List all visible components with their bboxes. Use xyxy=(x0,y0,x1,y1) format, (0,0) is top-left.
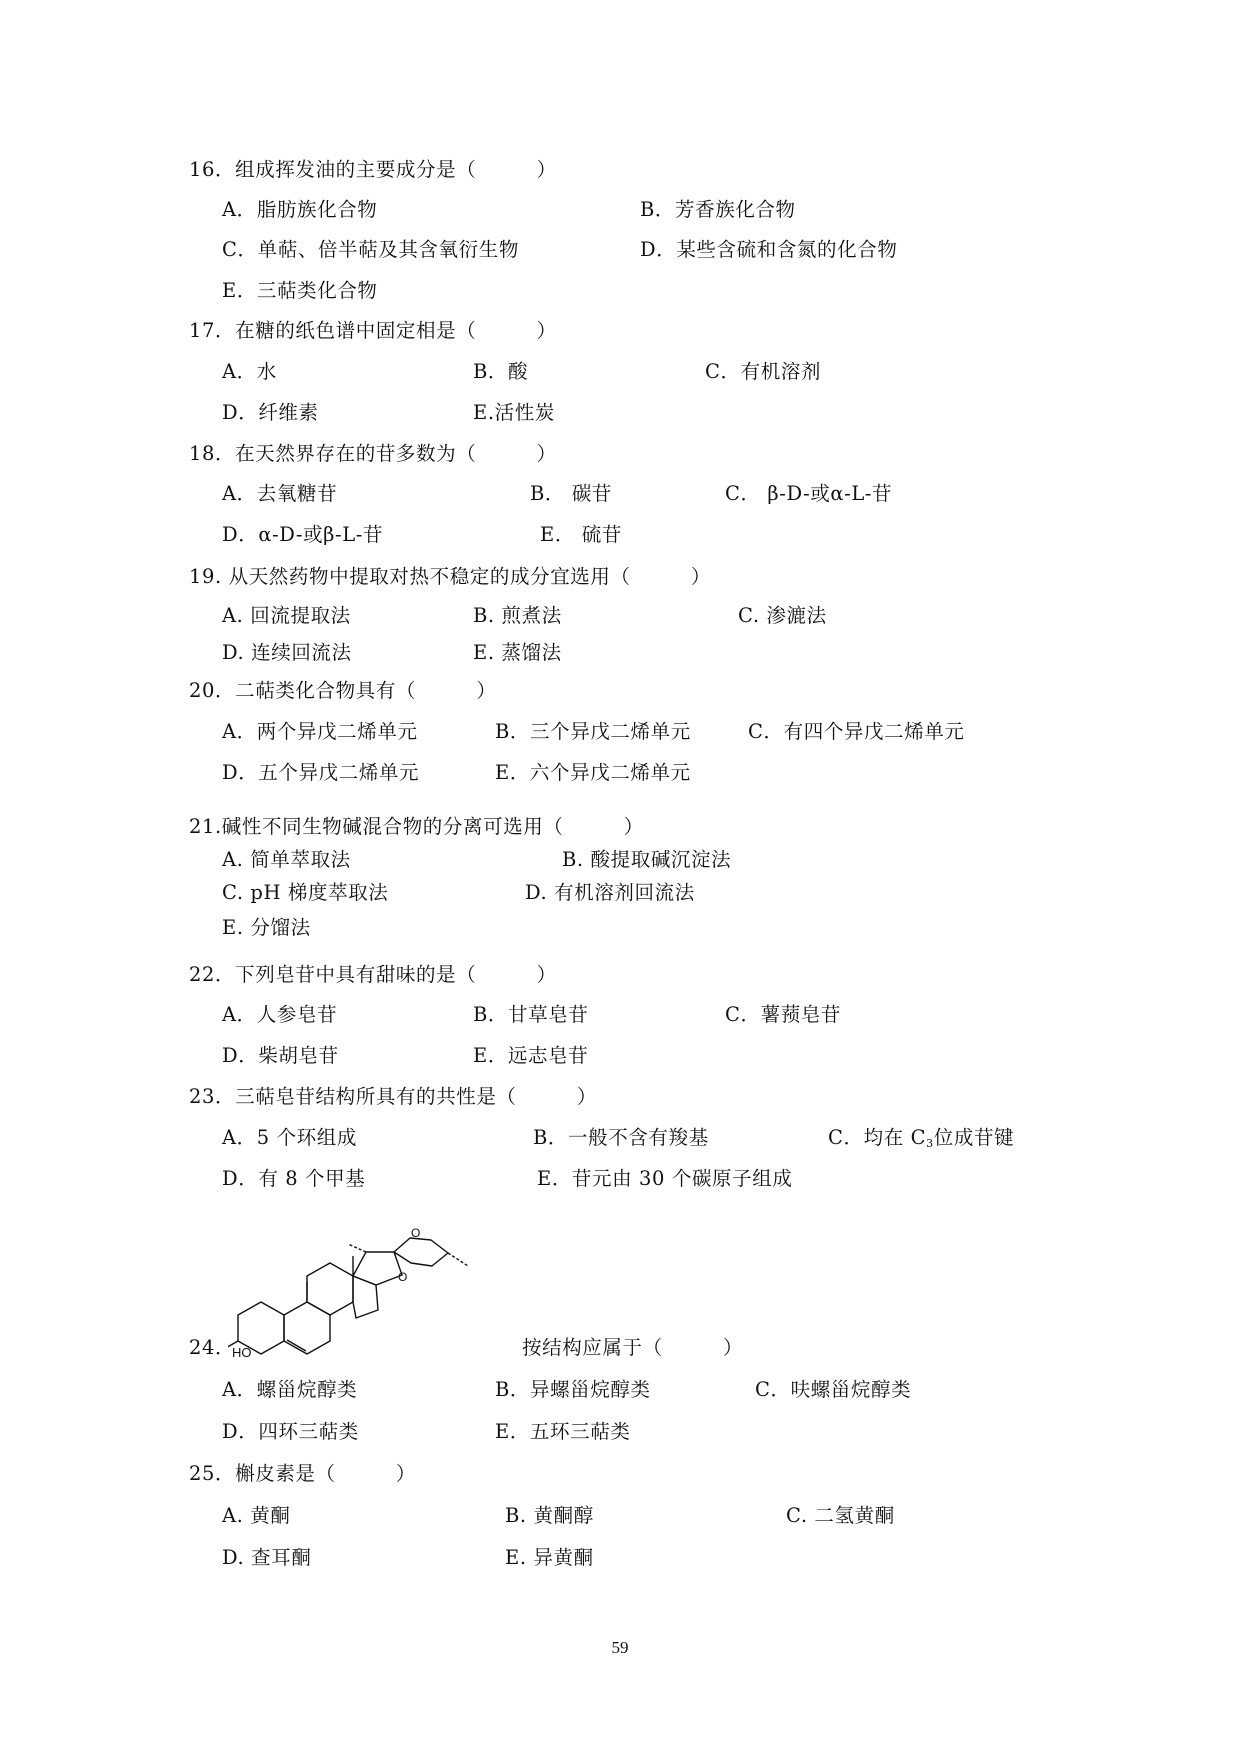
ring-e xyxy=(353,1252,402,1285)
q21-option-c[interactable]: C. pH 梯度萃取法 xyxy=(222,881,389,904)
q20-option-d[interactable]: D．五个异戊二烯单元 xyxy=(222,761,420,784)
q25-option-b[interactable]: B. 黄酮醇 xyxy=(505,1504,594,1527)
q17-option-a[interactable]: A．水 xyxy=(222,360,277,383)
q19-option-a[interactable]: A. 回流提取法 xyxy=(222,604,351,627)
q17-option-d[interactable]: D．纤维素 xyxy=(222,401,319,424)
ring-oxygen-label-2: O xyxy=(411,1226,421,1240)
q21-option-e[interactable]: E. 分馏法 xyxy=(222,916,311,939)
q24-option-c[interactable]: C．呋螺甾烷醇类 xyxy=(755,1378,912,1401)
question-22-stem: 22．下列皂苷中具有甜味的是（ ） xyxy=(189,963,557,986)
ring-oxygen-label: O xyxy=(398,1270,408,1284)
q25-option-e[interactable]: E. 异黄酮 xyxy=(505,1546,594,1569)
question-24-number: 24． xyxy=(189,1336,236,1359)
q24-option-e[interactable]: E．五环三萜类 xyxy=(495,1420,631,1443)
q20-option-e[interactable]: E．六个异戊二烯单元 xyxy=(495,761,691,784)
question-19-stem: 19. 从天然药物中提取对热不稳定的成分宜选用（ ） xyxy=(189,565,712,588)
q17-option-c[interactable]: C．有机溶剂 xyxy=(705,360,822,383)
methyl-c21 xyxy=(348,1244,366,1252)
double-bond xyxy=(287,1340,306,1351)
methyl-c27 xyxy=(448,1253,468,1266)
q16-option-c[interactable]: C．单萜、倍半萜及其含氧衍生物 xyxy=(222,238,519,261)
q18-option-c[interactable]: C． β-D-或α-L-苷 xyxy=(725,482,893,505)
q20-option-b[interactable]: B．三个异戊二烯单元 xyxy=(495,720,691,743)
q23-option-c-subscript: 3 xyxy=(926,1137,934,1150)
q18-option-a[interactable]: A．去氧糖苷 xyxy=(222,482,338,505)
q17-option-b[interactable]: B．酸 xyxy=(473,360,529,383)
q23-option-d[interactable]: D．有 8 个甲基 xyxy=(222,1167,366,1190)
ring-d xyxy=(353,1276,378,1318)
q16-option-d[interactable]: D．某些含硫和含氮的化合物 xyxy=(640,238,898,261)
q19-option-b[interactable]: B. 煎煮法 xyxy=(473,604,562,627)
spirostane-structure-diagram xyxy=(228,1200,538,1360)
q18-option-d[interactable]: D．α-D-或β-L-苷 xyxy=(222,523,384,546)
question-25-stem: 25．槲皮素是（ ） xyxy=(189,1462,417,1485)
q23-option-c[interactable] xyxy=(828,1125,1014,1157)
q23-option-e[interactable]: E．苷元由 30 个碳原子组成 xyxy=(537,1167,793,1190)
q23-option-a[interactable]: A．5 个环组成 xyxy=(222,1126,357,1149)
q25-option-c[interactable]: C. 二氢黄酮 xyxy=(786,1504,895,1527)
q22-option-e[interactable]: E．远志皂苷 xyxy=(473,1044,589,1067)
question-24-stem: 按结构应属于（ ） xyxy=(522,1336,744,1359)
question-18-stem: 18．在天然界存在的苷多数为（ ） xyxy=(189,442,557,465)
q22-option-a[interactable]: A．人参皂苷 xyxy=(222,1003,338,1026)
q21-option-a[interactable]: A. 简单萃取法 xyxy=(222,848,351,871)
question-20-stem: 20．二萜类化合物具有（ ） xyxy=(189,679,497,702)
question-17-stem: 17．在糖的纸色谱中固定相是（ ） xyxy=(189,319,557,342)
q18-option-b[interactable]: B． 碳苷 xyxy=(530,482,613,505)
q19-option-c[interactable]: C. 渗漉法 xyxy=(738,604,827,627)
q16-option-a[interactable]: A．脂肪族化合物 xyxy=(222,198,378,221)
q23-option-c-text-end: 位成苷键 xyxy=(933,1126,1015,1149)
ring-c xyxy=(307,1263,353,1315)
q16-option-e[interactable]: E．三萜类化合物 xyxy=(222,279,378,302)
ring-f xyxy=(394,1238,448,1266)
q24-option-a[interactable]: A．螺甾烷醇类 xyxy=(222,1378,358,1401)
page-number: 59 xyxy=(611,1638,629,1657)
q23-option-b[interactable]: B．一般不含有羧基 xyxy=(533,1126,709,1149)
q24-option-b[interactable]: B．异螺甾烷醇类 xyxy=(495,1378,651,1401)
question-21-stem: 21.碱性不同生物碱混合物的分离可选用（ ） xyxy=(189,815,644,838)
q17-option-e[interactable]: E.活性炭 xyxy=(473,401,555,424)
q21-option-d[interactable]: D. 有机溶剂回流法 xyxy=(525,881,695,904)
q16-option-b[interactable]: B．芳香族化合物 xyxy=(640,198,796,221)
question-16-stem: 16．组成挥发油的主要成分是（ ） xyxy=(189,158,557,181)
question-23-stem: 23．三萜皂苷结构所具有的共性是（ ） xyxy=(189,1085,597,1108)
q25-option-a[interactable]: A. 黄酮 xyxy=(222,1504,291,1527)
q20-option-c[interactable]: C．有四个异戊二烯单元 xyxy=(748,720,965,743)
q21-option-b[interactable]: B. 酸提取碱沉淀法 xyxy=(562,848,732,871)
ring-b xyxy=(284,1302,330,1354)
q23-option-c-text: C．均在 C xyxy=(828,1126,927,1149)
q20-option-a[interactable]: A．两个异戊二烯单元 xyxy=(222,720,418,743)
q19-option-e[interactable]: E. 蒸馏法 xyxy=(473,641,562,664)
q19-option-d[interactable]: D. 连续回流法 xyxy=(222,641,352,664)
q25-option-d[interactable]: D. 查耳酮 xyxy=(222,1546,312,1569)
q24-option-d[interactable]: D．四环三萜类 xyxy=(222,1420,359,1443)
q18-option-e[interactable]: E． 硫苷 xyxy=(540,523,622,546)
q22-option-c[interactable]: C．薯蓣皂苷 xyxy=(725,1003,842,1026)
hydroxyl-label: HO xyxy=(232,1345,252,1360)
q22-option-b[interactable]: B．甘草皂苷 xyxy=(473,1003,589,1026)
q22-option-d[interactable]: D．柴胡皂苷 xyxy=(222,1044,339,1067)
